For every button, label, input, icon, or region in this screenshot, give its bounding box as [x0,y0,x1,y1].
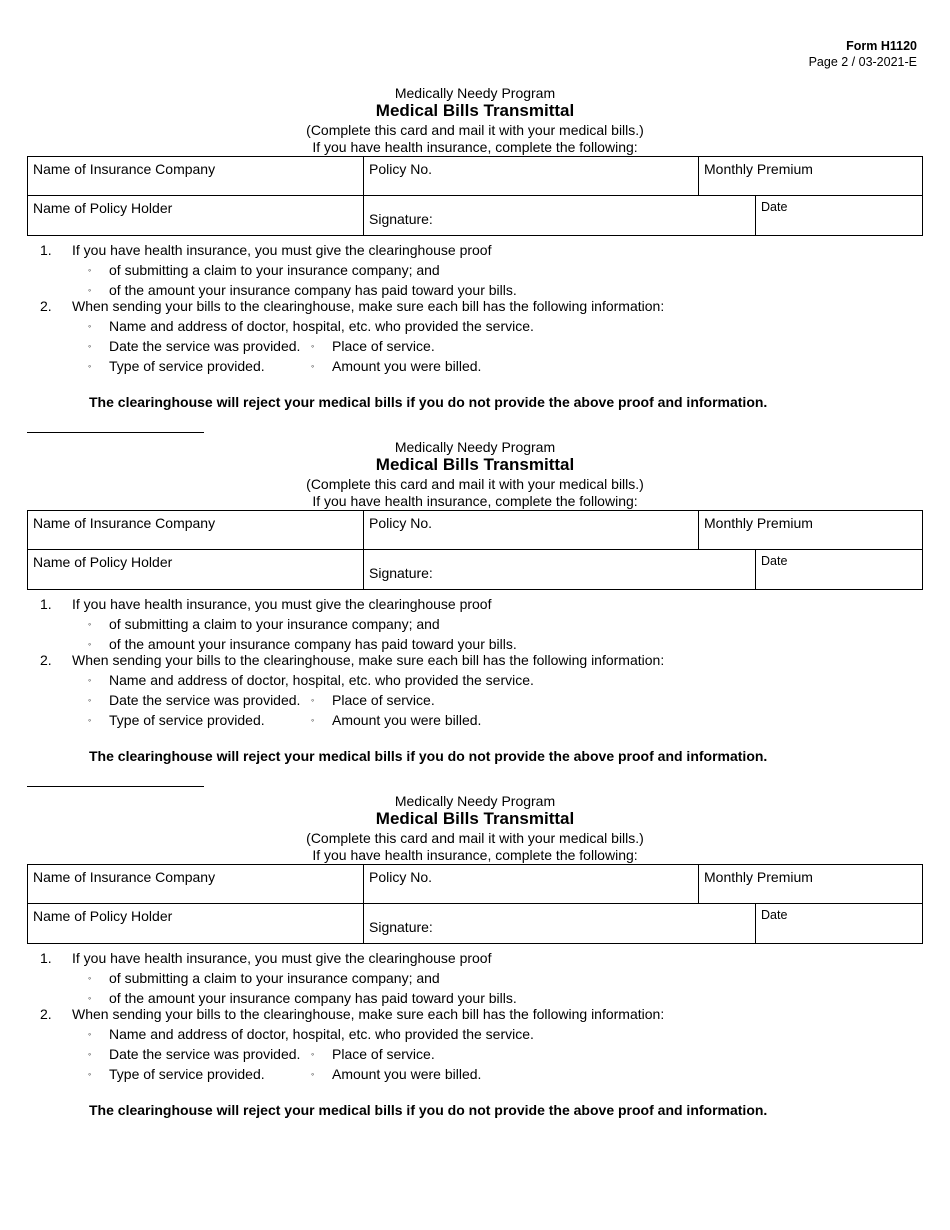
insurance-instruction: If you have health insurance, complete the following: [312,493,638,509]
item-text: When sending your bills to the clearinghouse, make sure each bill has the following information: [72,298,665,314]
rejection-warning: The clearinghouse will reject your medical bills if you do not provide the above proof and information. [89,1102,768,1118]
card-instruction: (Complete this card and mail it with your medical bills.) [306,122,644,138]
bullet-text: Name and address of doctor, hospital, etc. who provided the service. [109,318,534,334]
policy-number-field[interactable] [364,511,699,550]
bullet-text: Place of service. [332,692,435,708]
insurance-company-label: Name of Insurance Company [33,869,216,885]
item-number: 1. [40,242,52,258]
bullet-icon: ◦ [311,341,315,351]
item-text: When sending your bills to the clearinghouse, make sure each bill has the following information: [72,652,665,668]
item-number: 2. [40,298,52,314]
bullet-text: of submitting a claim to your insurance company; and [109,970,440,986]
bullet-text: Name and address of doctor, hospital, etc. who provided the service. [109,1026,534,1042]
insurance-company-field[interactable] [28,157,364,196]
form-header [809,38,917,70]
item-text: If you have health insurance, you must give the clearinghouse proof [72,950,492,966]
date-label: Date [761,200,788,214]
bullet-icon: ◦ [311,1049,315,1059]
policy-number-field[interactable] [364,865,699,904]
card-title: Medical Bills Transmittal [375,455,575,474]
bullet-text: Amount you were billed. [332,358,482,374]
cut-line [27,432,204,433]
bullet-icon: ◦ [88,619,92,629]
bullet-icon: ◦ [88,675,92,685]
bullet-text: Date the service was provided. [109,692,301,708]
program-name: Medically Needy Program [394,793,556,809]
policy-number-label: Policy No. [369,869,433,885]
item-number: 1. [40,596,52,612]
bullet-text: Type of service provided. [109,712,265,728]
bullet-text: of the amount your insurance company has paid toward your bills. [109,990,517,1006]
item-number: 1. [40,950,52,966]
insurance-info-grid [27,156,923,236]
cut-line [27,786,204,787]
bullet-text: of the amount your insurance company has paid toward your bills. [109,636,517,652]
bullet-text: of the amount your insurance company has paid toward your bills. [109,282,517,298]
signature-field[interactable] [364,550,756,589]
transmittal-card [27,439,923,779]
bullet-text: Place of service. [332,338,435,354]
insurance-info-grid [27,864,923,944]
date-label: Date [761,908,788,922]
program-name: Medically Needy Program [394,439,556,455]
insurance-company-label: Name of Insurance Company [33,161,216,177]
bullet-icon: ◦ [88,1029,92,1039]
bullet-icon: ◦ [88,321,92,331]
date-field[interactable] [756,904,922,943]
item-number: 2. [40,1006,52,1022]
policy-number-field[interactable] [364,157,699,196]
bullet-icon: ◦ [311,1069,315,1079]
item-text: If you have health insurance, you must give the clearinghouse proof [72,596,492,612]
card-instruction: (Complete this card and mail it with your medical bills.) [306,476,644,492]
insurance-instruction: If you have health insurance, complete the following: [312,139,638,155]
bullet-icon: ◦ [88,1049,92,1059]
bullet-icon: ◦ [311,715,315,725]
card-title: Medical Bills Transmittal [375,101,575,120]
date-label: Date [761,554,788,568]
rejection-warning: The clearinghouse will reject your medical bills if you do not provide the above proof and information. [89,394,768,410]
form-number: Form H1120 [846,39,917,53]
policy-number-label: Policy No. [369,515,433,531]
bullet-icon: ◦ [88,639,92,649]
bullet-icon: ◦ [88,341,92,351]
bullet-icon: ◦ [88,1069,92,1079]
bullet-text: Amount you were billed. [332,1066,482,1082]
monthly-premium-label: Monthly Premium [704,869,813,885]
bullet-text: of submitting a claim to your insurance company; and [109,616,440,632]
signature-label: Signature: [369,211,433,227]
monthly-premium-field[interactable] [699,511,922,550]
bullet-icon: ◦ [88,285,92,295]
bullet-text: Place of service. [332,1046,435,1062]
bullet-icon: ◦ [311,695,315,705]
program-name: Medically Needy Program [394,85,556,101]
signature-label: Signature: [369,919,433,935]
insurance-company-field[interactable] [28,865,364,904]
bullet-icon: ◦ [88,361,92,371]
policy-holder-label: Name of Policy Holder [33,200,173,216]
bullet-text: Amount you were billed. [332,712,482,728]
item-number: 2. [40,652,52,668]
bullet-icon: ◦ [88,993,92,1003]
monthly-premium-field[interactable] [699,865,922,904]
date-field[interactable] [756,550,922,589]
insurance-company-label: Name of Insurance Company [33,515,216,531]
card-title: Medical Bills Transmittal [375,809,575,828]
item-text: If you have health insurance, you must give the clearinghouse proof [72,242,492,258]
signature-label: Signature: [369,565,433,581]
page-info: Page 2 / 03-2021-E [808,55,917,69]
bullet-icon: ◦ [88,973,92,983]
bullet-text: Type of service provided. [109,358,265,374]
bullet-icon: ◦ [311,361,315,371]
insurance-instruction: If you have health insurance, complete the following: [312,847,638,863]
monthly-premium-label: Monthly Premium [704,515,813,531]
policy-number-label: Policy No. [369,161,433,177]
monthly-premium-field[interactable] [699,157,922,196]
transmittal-card [27,85,923,425]
bullet-icon: ◦ [88,715,92,725]
monthly-premium-label: Monthly Premium [704,161,813,177]
policy-holder-field[interactable] [28,904,364,943]
insurance-info-grid [27,510,923,590]
date-field[interactable] [756,196,922,235]
card-instruction: (Complete this card and mail it with your medical bills.) [306,830,644,846]
bullet-text: Name and address of doctor, hospital, etc. who provided the service. [109,672,534,688]
rejection-warning: The clearinghouse will reject your medical bills if you do not provide the above proof and information. [89,748,768,764]
bullet-icon: ◦ [88,265,92,275]
bullet-text: of submitting a claim to your insurance company; and [109,262,440,278]
policy-holder-label: Name of Policy Holder [33,554,173,570]
signature-field[interactable] [364,904,756,943]
item-text: When sending your bills to the clearinghouse, make sure each bill has the following information: [72,1006,665,1022]
policy-holder-field[interactable] [28,196,364,235]
bullet-text: Date the service was provided. [109,1046,301,1062]
bullet-text: Type of service provided. [109,1066,265,1082]
transmittal-card [27,793,923,1133]
policy-holder-label: Name of Policy Holder [33,908,173,924]
bullet-icon: ◦ [88,695,92,705]
signature-field[interactable] [364,196,756,235]
insurance-company-field[interactable] [28,511,364,550]
bullet-text: Date the service was provided. [109,338,301,354]
policy-holder-field[interactable] [28,550,364,589]
